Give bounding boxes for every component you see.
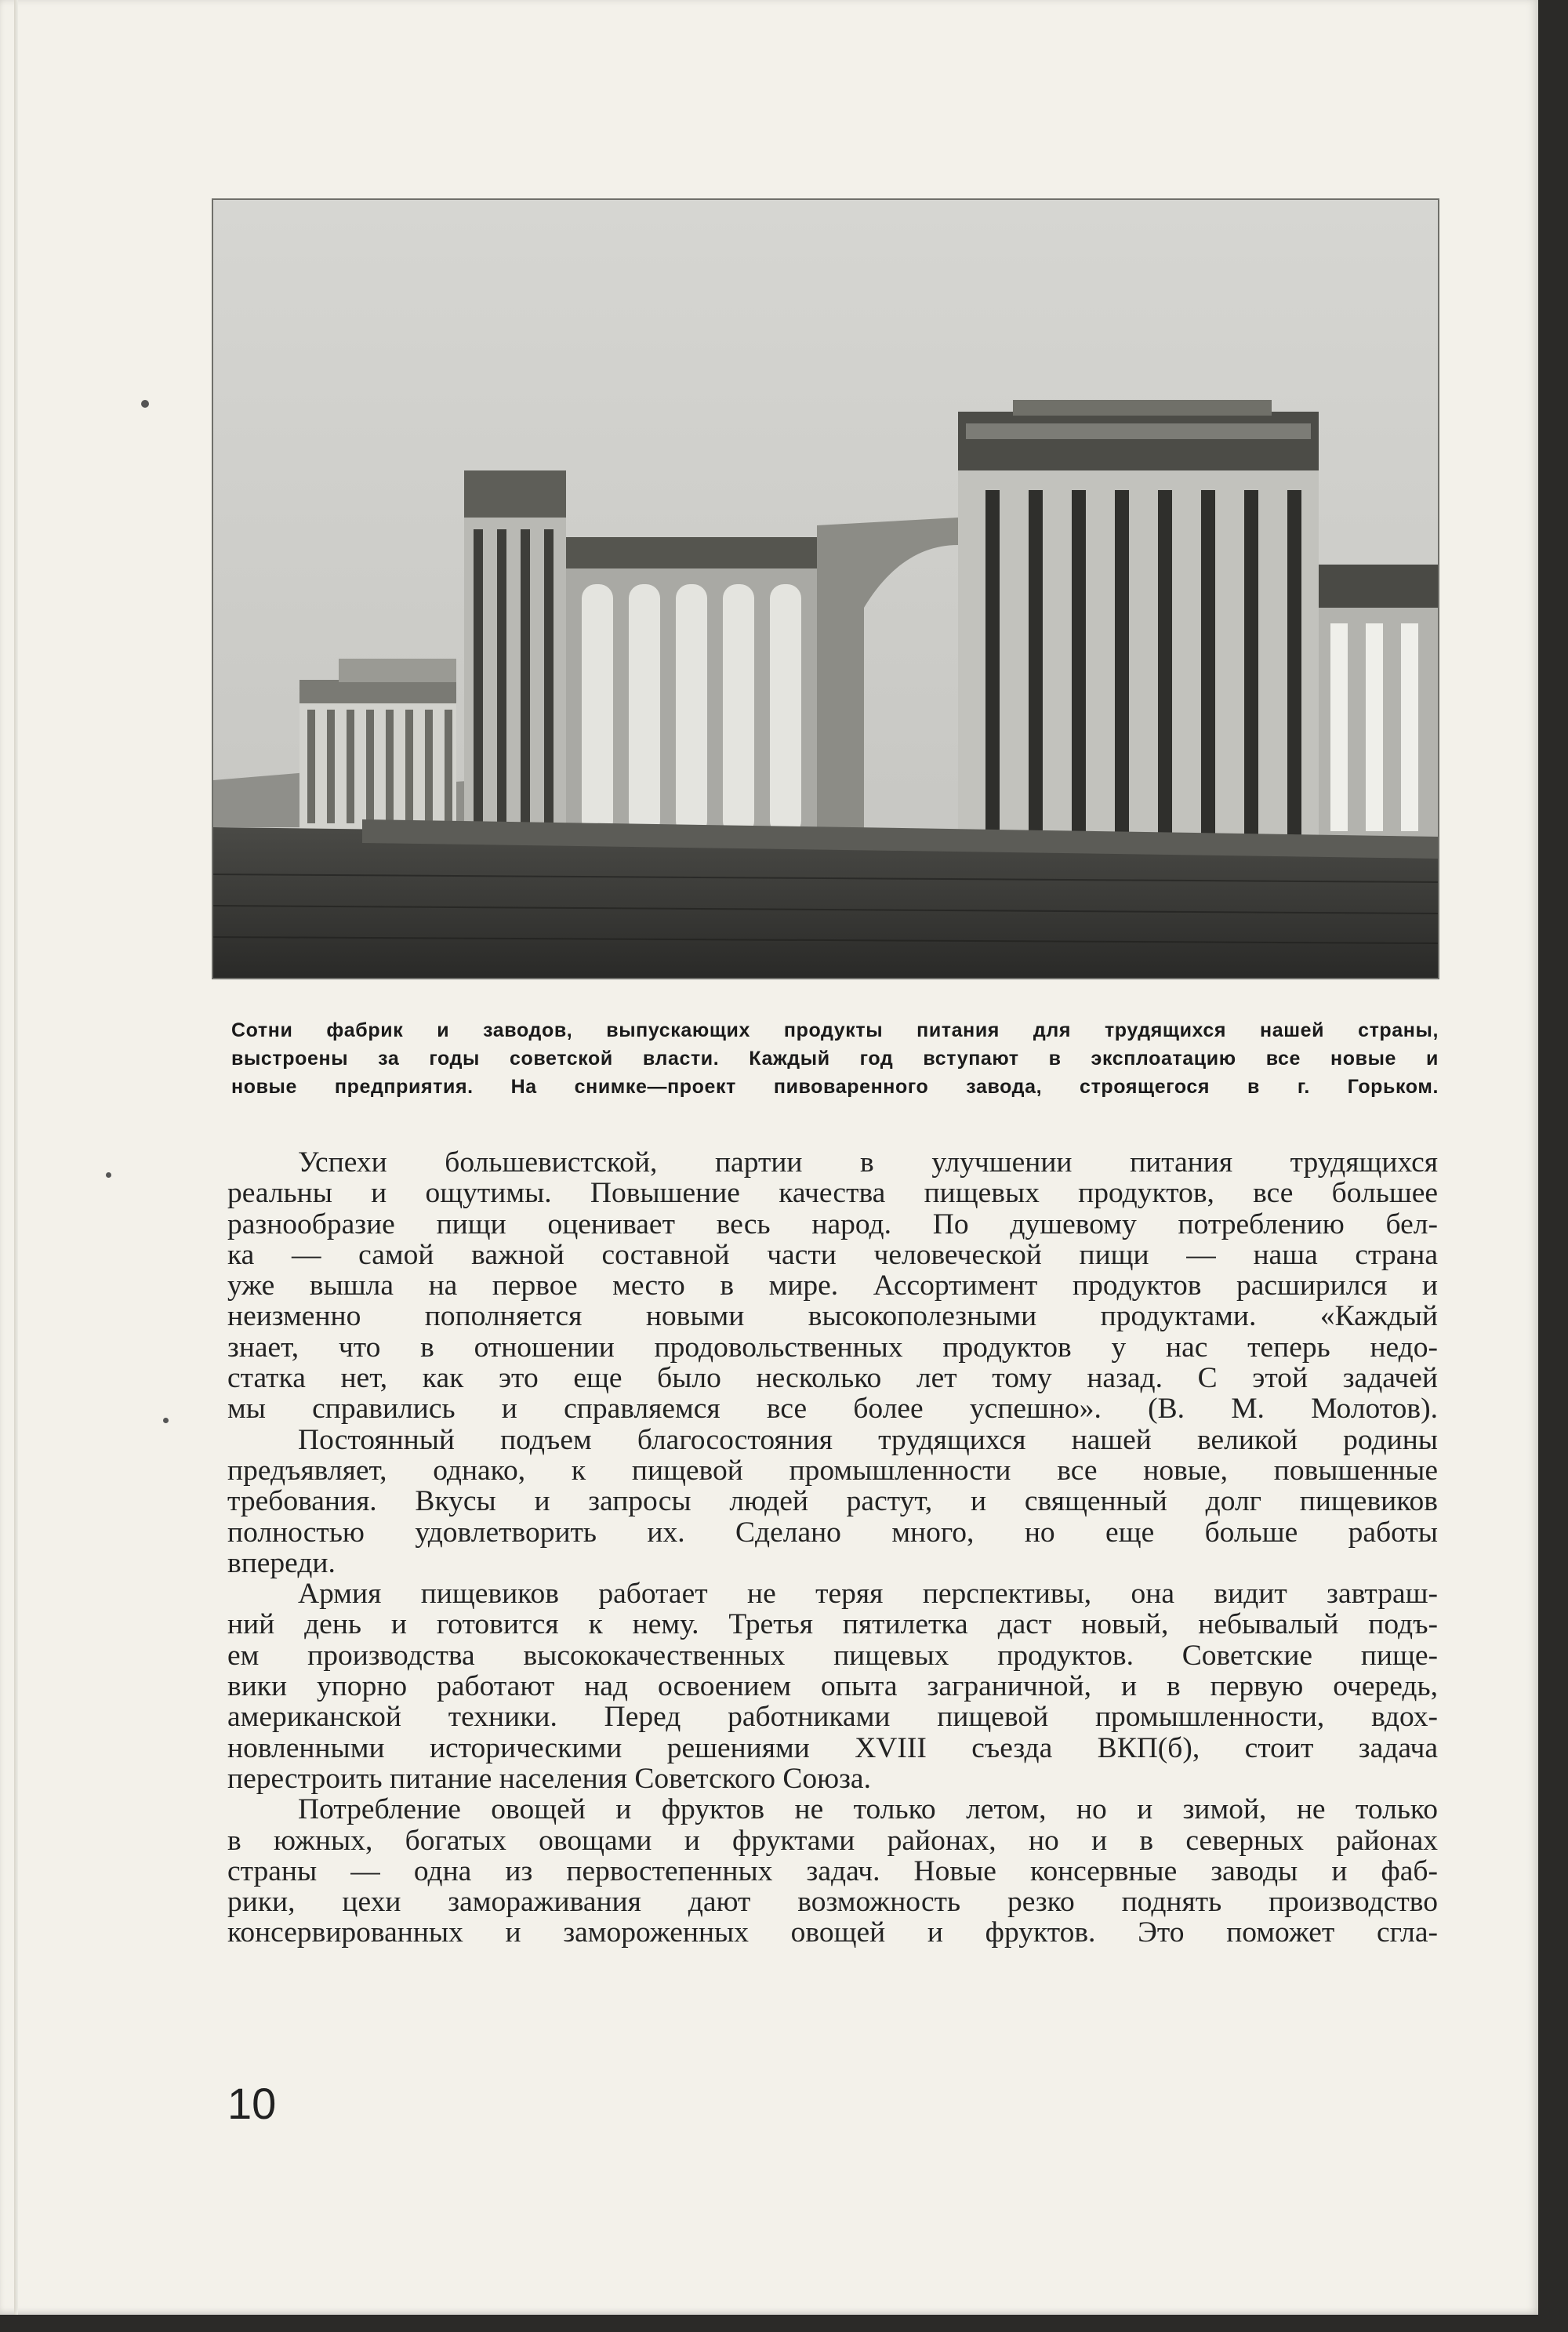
article-line: неизменно пополняется новыми высокополезными продуктами. «Каждый (227, 1300, 1438, 1333)
article-line: американской техники. Перед работниками пищевой промышленности, вдох- (227, 1701, 1438, 1734)
brewery-illustration (213, 200, 1438, 978)
print-speck (141, 400, 149, 408)
print-speck (106, 1172, 111, 1178)
article-line: Успехи большевистской, партии в улучшении питания трудящихся (298, 1146, 1438, 1179)
article-line: вики упорно работают над освоением опыта заграничной, и в первую очередь, (227, 1670, 1438, 1703)
article-line: знает, что в отношении продовольственных продуктов у нас теперь недо- (227, 1331, 1438, 1364)
article-line: требования. Вкусы и запросы людей растут, и священный долг пищевиков (227, 1485, 1438, 1518)
article-line: разнообразие пищи оценивает весь народ. По душевому потреблению бел- (227, 1208, 1438, 1240)
article-line: Армия пищевиков работает не теряя перспективы, она видит завтраш- (298, 1578, 1438, 1611)
article-line: предъявляет, однако, к пищевой промышленности все новые, повышенные (227, 1454, 1438, 1487)
article-line: рики, цехи замораживания дают возможность резко поднять производство (227, 1886, 1438, 1919)
page-number: 10 (227, 2079, 277, 2128)
article-line: Потребление овощей и фруктов не только летом, но и зимой, не только (298, 1793, 1438, 1826)
article-line: ка — самой важной составной части человеческой пищи — наша страна (227, 1238, 1438, 1271)
article-line: статка нет, как это еще было несколько лет тому назад. С этой задачей (227, 1362, 1438, 1395)
article-line: консервированных и замороженных овощей и фруктов. Это поможет сгла- (227, 1916, 1438, 1949)
article-line: уже вышла на первое место в мире. Ассортимент продуктов расширился и (227, 1270, 1438, 1302)
article-line: мы справились и справляемся все более успешно». (В. М. Молотов). (227, 1393, 1438, 1426)
article-line: перестроить питание населения Советского Союза. (227, 1762, 871, 1795)
article-line: ем производства высококачественных пищевых продуктов. Советские пище- (227, 1639, 1438, 1672)
photo-caption (231, 1016, 1439, 1101)
article-body (227, 1147, 1438, 1949)
article-line: полностью удовлетворить их. Сделано много, но еще больше работы (227, 1516, 1438, 1549)
article-line: Постоянный подъем благосостояния трудящихся нашей великой родины (298, 1423, 1438, 1456)
article-line: в южных, богатых овощами и фруктами районах, но и в северных районах (227, 1824, 1438, 1857)
page-spine-edge (14, 0, 18, 2315)
article-line: ний день и готовится к нему. Третья пятилетка даст новый, небывалый подъ- (227, 1608, 1438, 1641)
brewery-photo (213, 200, 1438, 978)
article-line: реальны и ощутимы. Повышение качества пищевых продуктов, все большее (227, 1177, 1438, 1210)
article-line: новленными историческими решениями XVIII съезда ВКП(б), стоит задача (227, 1731, 1438, 1764)
caption-line: новые предприятия. На снимке—проект пивоваренного завода, строящегося в г. Горьком. (231, 1076, 1439, 1098)
article-line: страны — одна из первостепенных задач. Новые консервные заводы и фаб- (227, 1854, 1438, 1887)
caption-line: Сотни фабрик и заводов, выпускающих продукты питания для трудящихся нашей страны, (231, 1019, 1439, 1041)
caption-line: выстроены за годы советской власти. Каждый год вступают в эксплоатацию все новые и (231, 1048, 1439, 1070)
print-speck (163, 1418, 169, 1423)
article-line: впереди. (227, 1546, 336, 1579)
